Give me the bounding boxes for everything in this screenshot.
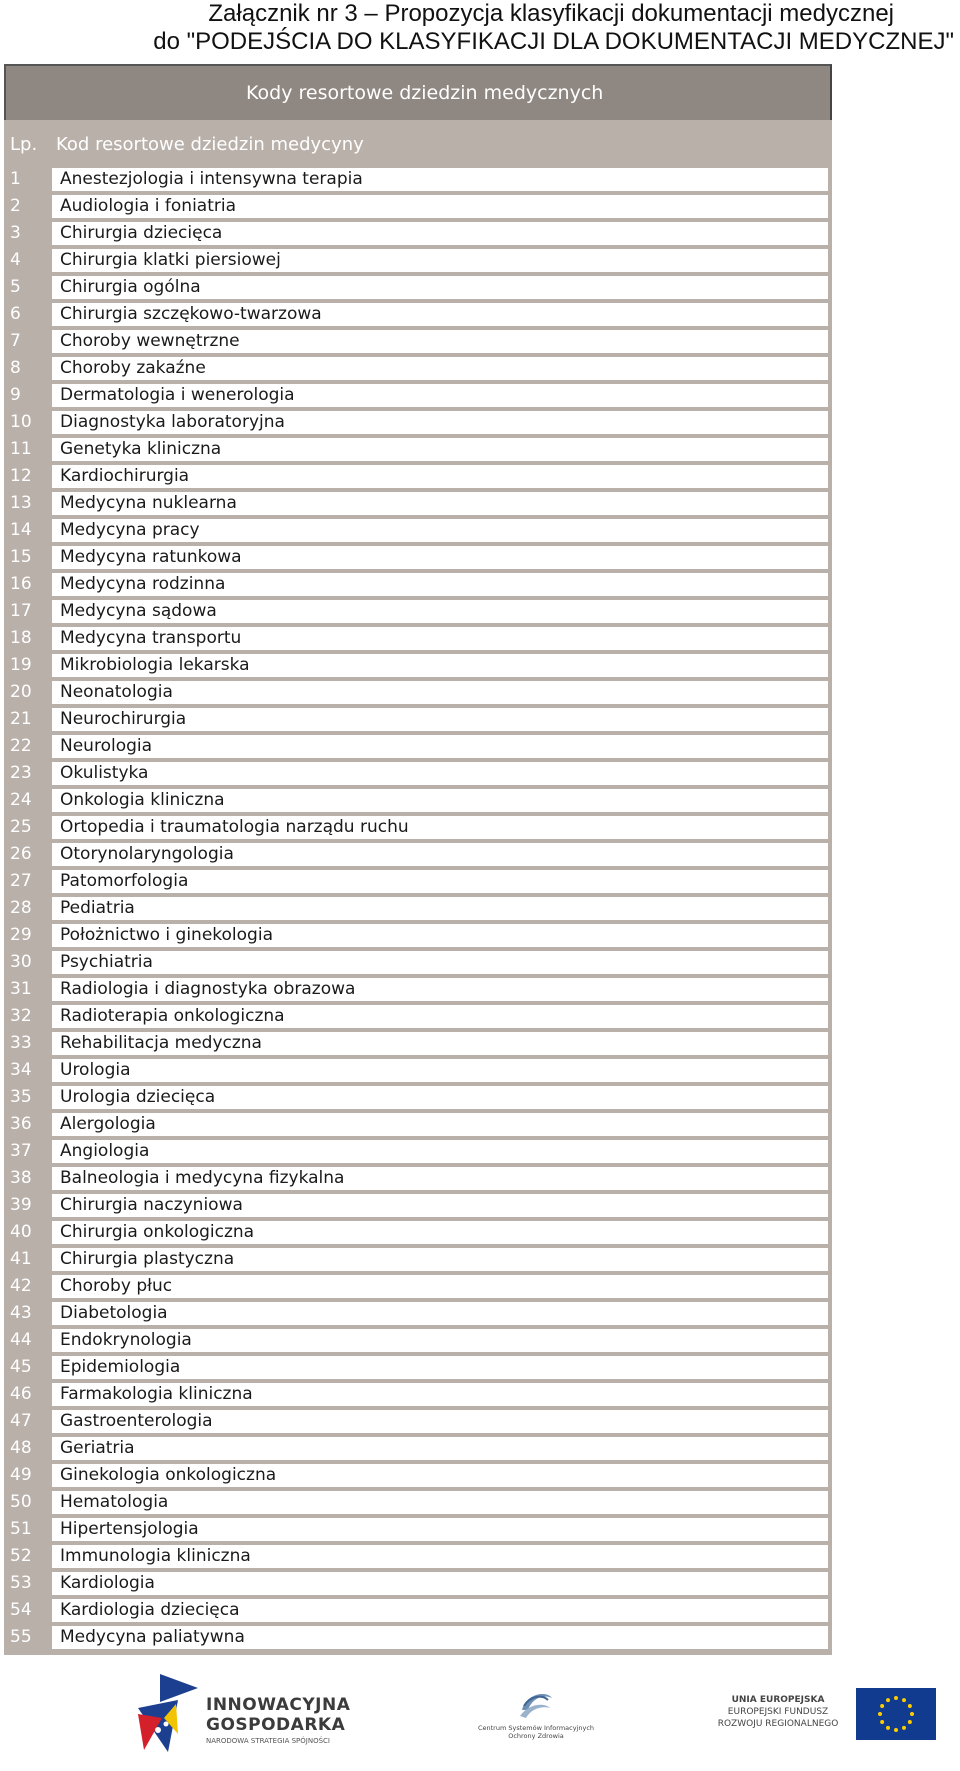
row-number: 37 <box>10 1141 32 1161</box>
row-specialty-name: Chirurgia dziecięca <box>52 222 828 245</box>
table-row <box>4 1030 832 1057</box>
row-specialty-name: Urologia <box>52 1059 828 1082</box>
row-specialty-name: Medycyna rodzinna <box>52 573 828 596</box>
eu-star-icon <box>908 1704 912 1708</box>
table-row <box>4 922 832 949</box>
row-specialty-name: Onkologia kliniczna <box>52 789 828 812</box>
row-specialty-name: Neurochirurgia <box>52 708 828 731</box>
row-number: 22 <box>10 736 32 756</box>
eu-star-icon <box>894 1728 898 1732</box>
row-specialty-name: Dermatologia i wenerologia <box>52 384 828 407</box>
row-number: 2 <box>10 196 21 216</box>
row-number: 17 <box>10 601 32 621</box>
eu-star-icon <box>908 1720 912 1724</box>
table-row <box>4 1327 832 1354</box>
row-number: 25 <box>10 817 32 837</box>
row-number: 24 <box>10 790 32 810</box>
row-number: 6 <box>10 304 21 324</box>
row-specialty-name: Alergologia <box>52 1113 828 1136</box>
table-row <box>4 355 832 382</box>
table-row <box>4 436 832 463</box>
table-row <box>4 1300 832 1327</box>
table-row <box>4 868 832 895</box>
row-number: 26 <box>10 844 32 864</box>
row-number: 54 <box>10 1600 32 1620</box>
table-row <box>4 463 832 490</box>
table-row <box>4 220 832 247</box>
row-specialty-name: Chirurgia szczękowo-twarzowa <box>52 303 828 326</box>
csioz-swirl-icon <box>516 1686 556 1722</box>
row-specialty-name: Chirurgia plastyczna <box>52 1248 828 1271</box>
row-specialty-name: Choroby wewnętrzne <box>52 330 828 353</box>
csioz-caption-line-2: Ochrony Zdrowia <box>508 1732 564 1740</box>
eu-star-icon <box>880 1720 884 1724</box>
table-row <box>4 1624 832 1651</box>
ig-emblem-icon <box>138 1674 198 1752</box>
table-row <box>4 1192 832 1219</box>
row-specialty-name: Medycyna sądowa <box>52 600 828 623</box>
table-row <box>4 193 832 220</box>
eu-star-icon <box>894 1696 898 1700</box>
row-specialty-name: Gastroenterologia <box>52 1410 828 1433</box>
table-row <box>4 733 832 760</box>
row-specialty-name: Farmakologia kliniczna <box>52 1383 828 1406</box>
table-row <box>4 976 832 1003</box>
row-number: 31 <box>10 979 32 999</box>
row-number: 23 <box>10 763 32 783</box>
row-specialty-name: Radiologia i diagnostyka obrazowa <box>52 978 828 1001</box>
table-row <box>4 598 832 625</box>
table-row <box>4 247 832 274</box>
csioz-caption-line-1: Centrum Systemów Informacyjnych <box>477 1724 595 1732</box>
table-row <box>4 274 832 301</box>
row-specialty-name: Chirurgia onkologiczna <box>52 1221 828 1244</box>
row-specialty-name: Balneologia i medycyna fizykalna <box>52 1167 828 1190</box>
table-row <box>4 328 832 355</box>
row-number: 15 <box>10 547 32 567</box>
row-number: 14 <box>10 520 32 540</box>
table-row <box>4 571 832 598</box>
row-specialty-name: Kardiologia <box>52 1572 828 1595</box>
eu-star-icon <box>878 1712 882 1716</box>
table-row <box>4 1138 832 1165</box>
table-row <box>4 409 832 436</box>
eu-caption-line-3: ROZWOJU REGIONALNEGO <box>717 1719 839 1729</box>
document-title <box>0 0 960 56</box>
row-specialty-name: Hipertensjologia <box>52 1518 828 1541</box>
table-row <box>4 1273 832 1300</box>
row-number: 16 <box>10 574 32 594</box>
table-banner <box>4 64 832 120</box>
row-specialty-name: Diagnostyka laboratoryjna <box>52 411 828 434</box>
row-number: 52 <box>10 1546 32 1566</box>
table-row <box>4 490 832 517</box>
row-number: 38 <box>10 1168 32 1188</box>
eu-flag-icon <box>856 1688 936 1740</box>
row-specialty-name: Psychiatria <box>52 951 828 974</box>
row-number: 43 <box>10 1303 32 1323</box>
row-specialty-name: Choroby zakaźne <box>52 357 828 380</box>
table-row <box>4 1570 832 1597</box>
row-specialty-name: Rehabilitacja medyczna <box>52 1032 828 1055</box>
table-row <box>4 544 832 571</box>
row-number: 36 <box>10 1114 32 1134</box>
footer-logos <box>0 1670 960 1760</box>
row-number: 12 <box>10 466 32 486</box>
row-number: 18 <box>10 628 32 648</box>
title-line-2: do "PODEJŚCIA DO KLASYFIKACJI DLA DOKUMENTACJI MEDYCZNEJ" <box>153 28 954 55</box>
eu-star-icon <box>902 1726 906 1730</box>
row-specialty-name: Genetyka kliniczna <box>52 438 828 461</box>
codes-table <box>4 64 832 1655</box>
row-number: 8 <box>10 358 21 378</box>
table-row <box>4 1516 832 1543</box>
table-row <box>4 679 832 706</box>
row-specialty-name: Geriatria <box>52 1437 828 1460</box>
row-specialty-name: Radioterapia onkologiczna <box>52 1005 828 1028</box>
table-row <box>4 1219 832 1246</box>
column-header-lp: Lp. <box>10 134 38 155</box>
csioz-logo <box>466 1686 606 1746</box>
row-number: 20 <box>10 682 32 702</box>
row-specialty-name: Audiologia i foniatria <box>52 195 828 218</box>
row-specialty-name: Endokrynologia <box>52 1329 828 1352</box>
row-number: 5 <box>10 277 21 297</box>
row-number: 47 <box>10 1411 32 1431</box>
table-row <box>4 814 832 841</box>
row-specialty-name: Kardiologia dziecięca <box>52 1599 828 1622</box>
eu-star-icon <box>886 1698 890 1702</box>
row-number: 45 <box>10 1357 32 1377</box>
table-row <box>4 1381 832 1408</box>
row-number: 21 <box>10 709 32 729</box>
table-row <box>4 625 832 652</box>
row-number: 19 <box>10 655 32 675</box>
row-specialty-name: Pediatria <box>52 897 828 920</box>
table-row <box>4 760 832 787</box>
table-row <box>4 301 832 328</box>
row-specialty-name: Anestezjologia i intensywna terapia <box>52 168 828 191</box>
table-row <box>4 1489 832 1516</box>
row-specialty-name: Medycyna ratunkowa <box>52 546 828 569</box>
row-specialty-name: Medycyna nuklearna <box>52 492 828 515</box>
row-number: 46 <box>10 1384 32 1404</box>
ig-title-line-1: INNOWACYJNA <box>206 1695 351 1715</box>
row-specialty-name: Angiologia <box>52 1140 828 1163</box>
eu-star-icon <box>880 1704 884 1708</box>
row-number: 1 <box>10 169 21 189</box>
row-number: 39 <box>10 1195 32 1215</box>
row-number: 41 <box>10 1249 32 1269</box>
row-number: 51 <box>10 1519 32 1539</box>
row-number: 29 <box>10 925 32 945</box>
row-specialty-name: Epidemiologia <box>52 1356 828 1379</box>
table-row <box>4 1597 832 1624</box>
table-row <box>4 1354 832 1381</box>
table-row <box>4 1003 832 1030</box>
row-specialty-name: Otorynolaryngologia <box>52 843 828 866</box>
eu-logo <box>714 1688 944 1748</box>
row-number: 33 <box>10 1033 32 1053</box>
table-row <box>4 1435 832 1462</box>
eu-star-icon <box>886 1726 890 1730</box>
table-row <box>4 517 832 544</box>
row-number: 9 <box>10 385 21 405</box>
row-number: 27 <box>10 871 32 891</box>
row-specialty-name: Patomorfologia <box>52 870 828 893</box>
csioz-caption <box>466 1724 606 1740</box>
row-specialty-name: Chirurgia klatki piersiowej <box>52 249 828 272</box>
row-specialty-name: Chirurgia ogólna <box>52 276 828 299</box>
row-specialty-name: Diabetologia <box>52 1302 828 1325</box>
row-specialty-name: Mikrobiologia lekarska <box>52 654 828 677</box>
row-number: 10 <box>10 412 32 432</box>
row-specialty-name: Okulistyka <box>52 762 828 785</box>
row-specialty-name: Kardiochirurgia <box>52 465 828 488</box>
row-number: 35 <box>10 1087 32 1107</box>
row-number: 11 <box>10 439 32 459</box>
row-number: 32 <box>10 1006 32 1026</box>
row-number: 28 <box>10 898 32 918</box>
row-specialty-name: Immunologia kliniczna <box>52 1545 828 1568</box>
eu-caption <box>714 1694 842 1730</box>
row-specialty-name: Chirurgia naczyniowa <box>52 1194 828 1217</box>
table-row <box>4 166 832 193</box>
row-specialty-name: Ginekologia onkologiczna <box>52 1464 828 1487</box>
row-specialty-name: Medycyna pracy <box>52 519 828 542</box>
table-row <box>4 1165 832 1192</box>
row-number: 53 <box>10 1573 32 1593</box>
table-row <box>4 706 832 733</box>
innowacyjna-gospodarka-logo <box>138 1674 388 1754</box>
row-specialty-name: Choroby płuc <box>52 1275 828 1298</box>
table-banner-title: Kody resortowe dziedzin medycznych <box>246 82 604 104</box>
column-header-name: Kod resortowe dziedzin medycyny <box>56 134 364 155</box>
row-specialty-name: Hematologia <box>52 1491 828 1514</box>
table-row <box>4 895 832 922</box>
eu-star-icon <box>910 1712 914 1716</box>
table-header-row <box>4 122 832 164</box>
table-row <box>4 1084 832 1111</box>
row-specialty-name: Neurologia <box>52 735 828 758</box>
row-number: 42 <box>10 1276 32 1296</box>
row-number: 48 <box>10 1438 32 1458</box>
row-specialty-name: Położnictwo i ginekologia <box>52 924 828 947</box>
table-row <box>4 1246 832 1273</box>
row-number: 50 <box>10 1492 32 1512</box>
table-row <box>4 382 832 409</box>
row-number: 49 <box>10 1465 32 1485</box>
row-specialty-name: Medycyna transportu <box>52 627 828 650</box>
table-row <box>4 1408 832 1435</box>
table-row <box>4 787 832 814</box>
row-specialty-name: Urologia dziecięca <box>52 1086 828 1109</box>
row-number: 34 <box>10 1060 32 1080</box>
eu-caption-line-1: UNIA EUROPEJSKA <box>731 1695 825 1705</box>
table-row <box>4 1462 832 1489</box>
ig-subtitle: NARODOWA STRATEGIA SPÓJNOŚCI <box>206 1737 330 1745</box>
row-number: 4 <box>10 250 21 270</box>
row-specialty-name: Neonatologia <box>52 681 828 704</box>
table-row <box>4 1057 832 1084</box>
row-number: 7 <box>10 331 21 351</box>
row-number: 13 <box>10 493 32 513</box>
row-number: 55 <box>10 1627 32 1647</box>
table-row <box>4 949 832 976</box>
row-number: 30 <box>10 952 32 972</box>
row-specialty-name: Medycyna paliatywna <box>52 1626 828 1649</box>
title-line-1: Załącznik nr 3 – Propozycja klasyfikacji dokumentacji medycznej <box>208 0 894 27</box>
table-body <box>4 166 832 1651</box>
ig-title-line-2: GOSPODARKA <box>206 1715 346 1735</box>
row-number: 3 <box>10 223 21 243</box>
eu-caption-line-2: EUROPEJSKI FUNDUSZ <box>727 1707 829 1717</box>
table-row <box>4 1543 832 1570</box>
table-row <box>4 841 832 868</box>
row-specialty-name: Ortopedia i traumatologia narządu ruchu <box>52 816 828 839</box>
table-row <box>4 1111 832 1138</box>
eu-star-icon <box>902 1698 906 1702</box>
row-number: 44 <box>10 1330 32 1350</box>
table-row <box>4 652 832 679</box>
row-number: 40 <box>10 1222 32 1242</box>
